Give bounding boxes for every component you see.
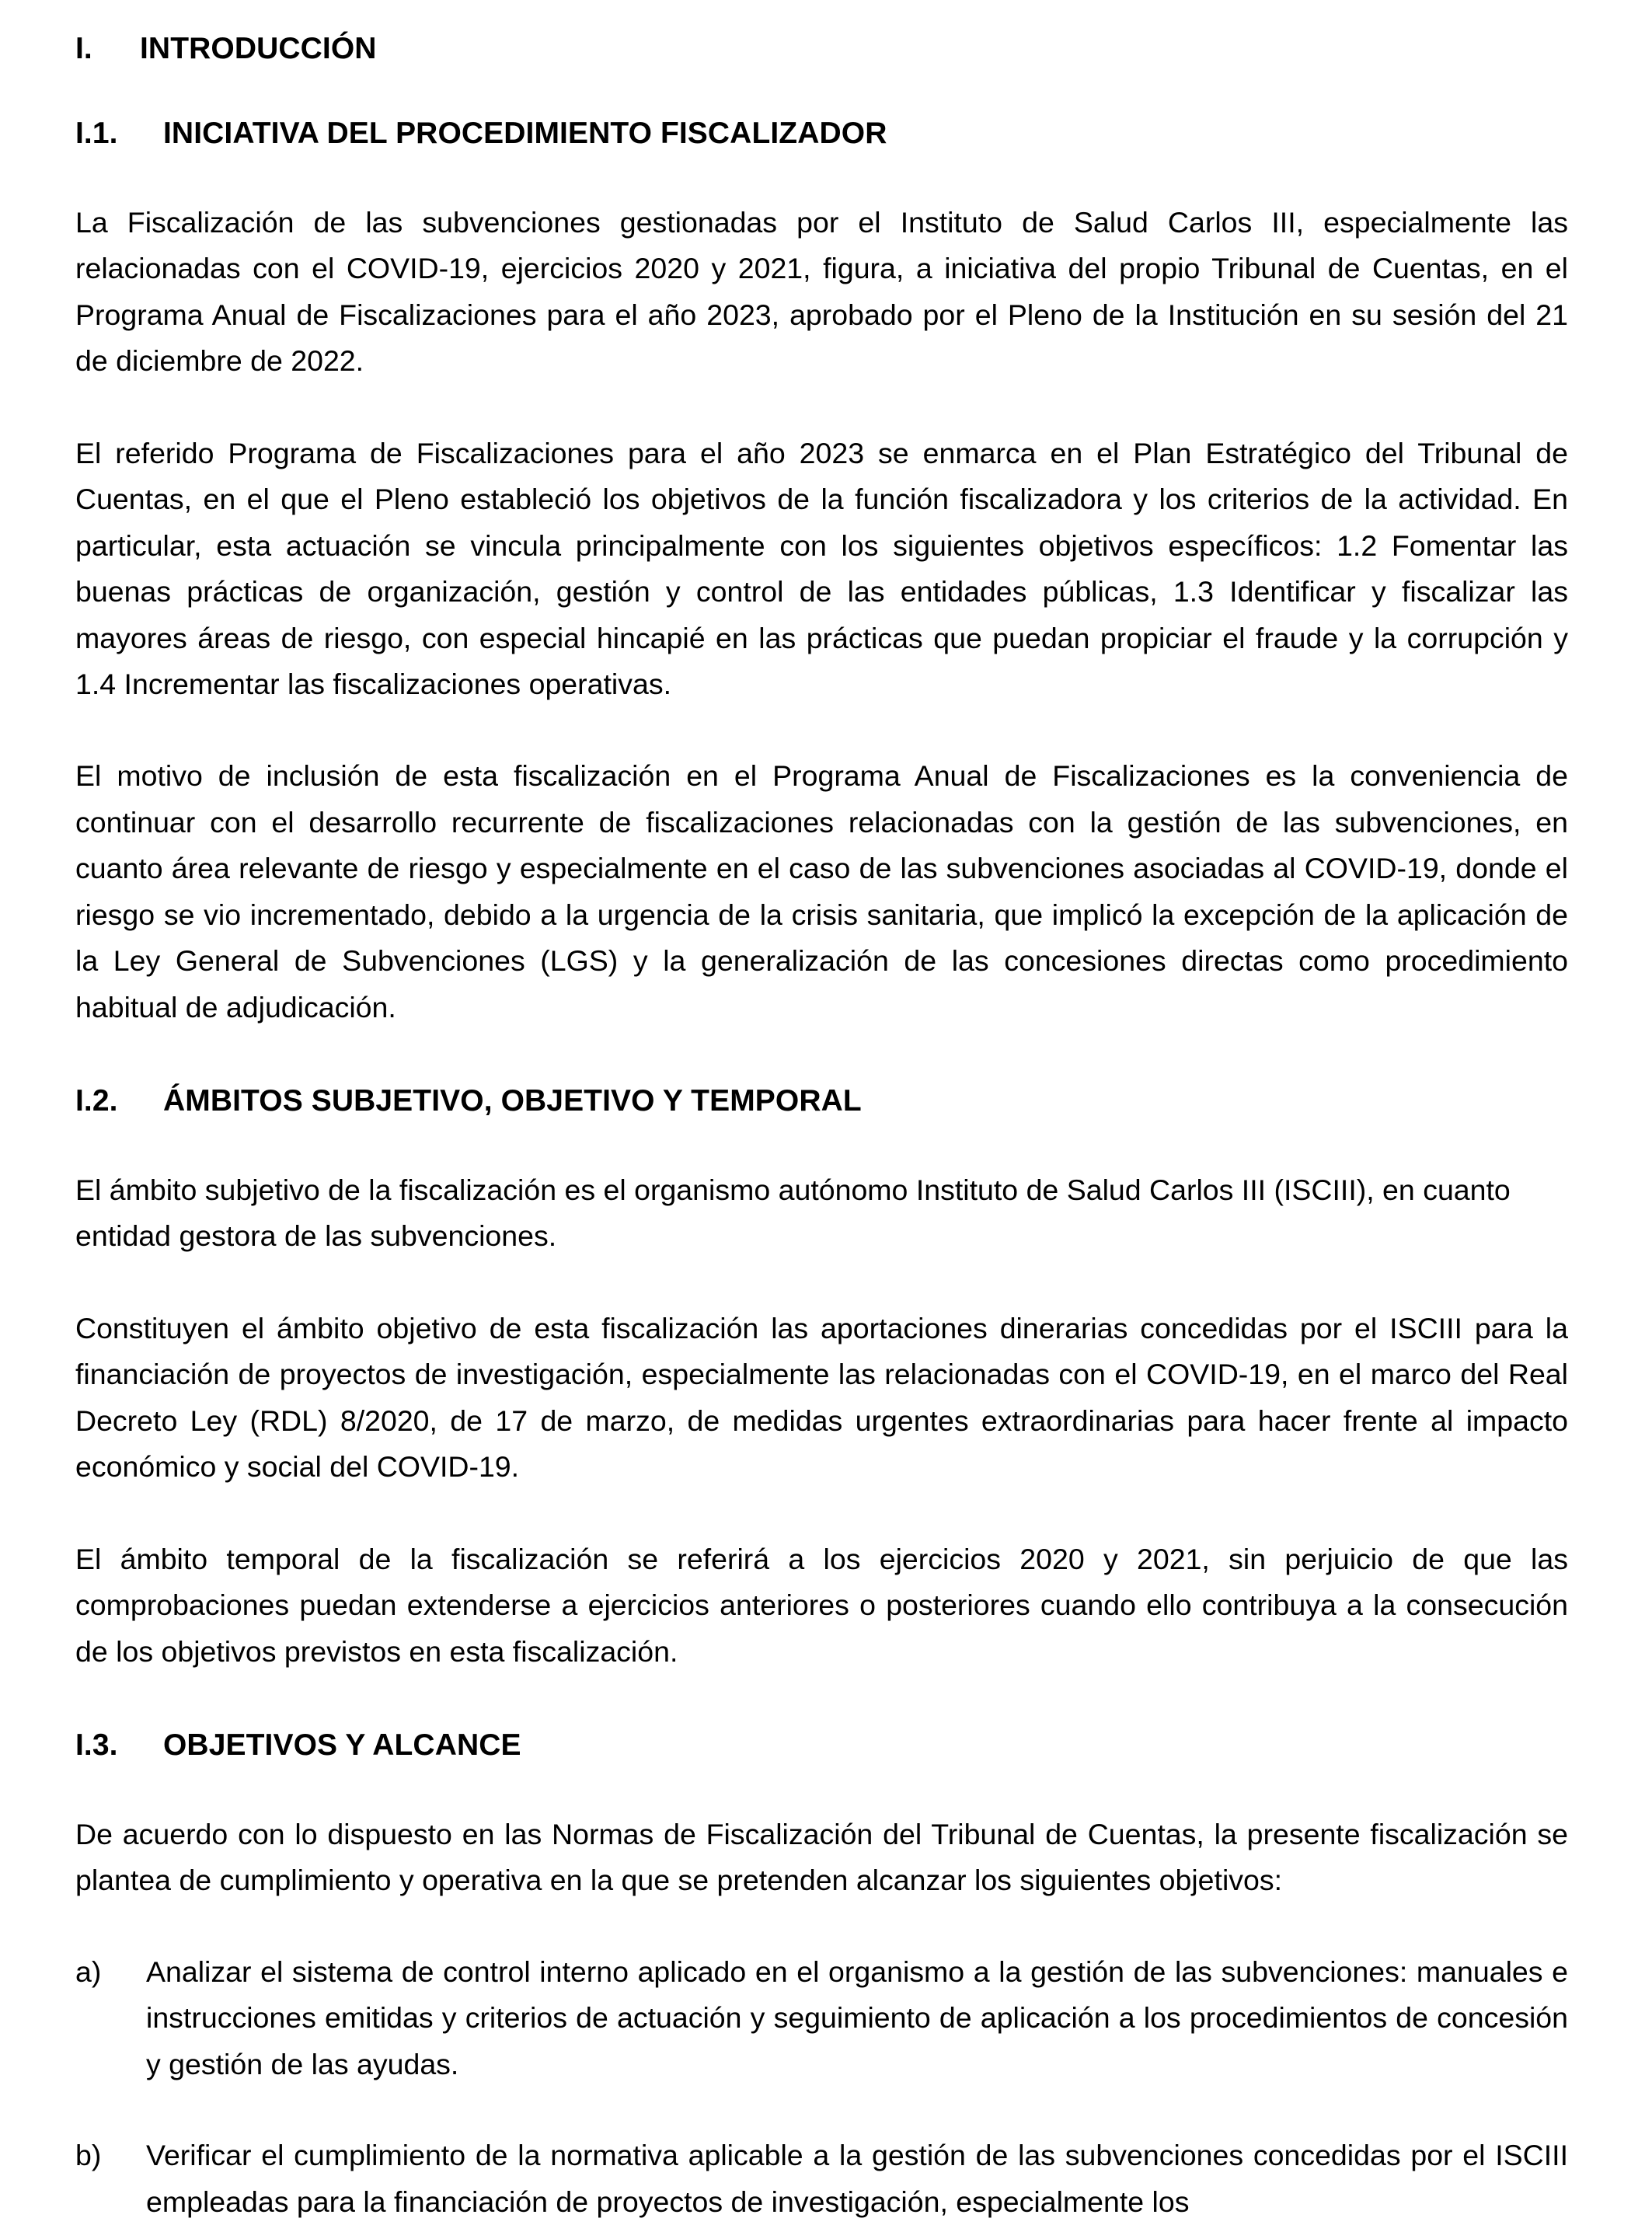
page-content (75, 31, 1568, 2225)
list-item-marker-b: b) (75, 2139, 102, 2172)
spacer (75, 1031, 1568, 1083)
list-item-marker-a: a) (75, 1955, 102, 1988)
spacer (75, 1491, 1568, 1536)
section-heading-i (75, 31, 1568, 67)
spacer (75, 67, 1568, 116)
section-title-i: INTRODUCCIÓN (140, 32, 377, 65)
spacer (75, 707, 1568, 753)
paragraph-scope-subjective: El ámbito subjetivo de la fiscalización es el organismo autónomo Instituto de Salud Carlos III (ISCIII), en cuanto entidad gestora de las subvenciones. (75, 1174, 1511, 1253)
paragraph-initiative-3: El motivo de inclusión de esta fiscalización en el Programa Anual de Fiscalizaciones es la conveniencia de continuar con el desarrollo recurrente de fiscalizaciones relacionadas con la gestión de las subvenciones, en cuanto área relevante de riesgo y especialmente en el caso de las subvenciones asociadas al COVID-19, donde el riesgo se vio incrementado, debido a la urgencia de la crisis sanitaria, que implicó la excepción de la aplicación de la Ley General de Subvenciones (LGS) y la generalización de las concesiones directas como procedimiento habitual de adjudicación. (75, 759, 1568, 1024)
spacer (75, 1675, 1568, 1728)
spacer (75, 152, 1568, 200)
list-item (75, 2133, 1568, 2225)
section-number-i2: I.2. (75, 1084, 118, 1118)
spacer (75, 1260, 1568, 1306)
spacer (75, 2087, 1568, 2133)
list-item-text-b: Verificar el cumplimiento de la normativa aplicable a la gestión de las subvenciones concedidas por el ISCIII empleadas para la financiación de proyectos de investigación, especialmente los (146, 2139, 1568, 2218)
section-heading-i3 (75, 1728, 1568, 1763)
section-heading-i2 (75, 1083, 1568, 1119)
section-title-i3: OBJETIVOS Y ALCANCE (163, 1728, 521, 1762)
section-title-i2: ÁMBITOS SUBJETIVO, OBJETIVO Y TEMPORAL (163, 1084, 862, 1118)
section-number-i1: I.1. (75, 117, 118, 151)
paragraph-objectives-intro: De acuerdo con lo dispuesto en las Normas de Fiscalización del Tribunal de Cuentas, la presente fiscalización se plantea de cumplimiento y operativa en la que se pretenden alcanzar los siguientes objetivos: (75, 1818, 1568, 1897)
paragraph-initiative-1: La Fiscalización de las subvenciones gestionadas por el Instituto de Salud Carlos III, especialmente las relacionadas con el COVID-19, ejercicios 2020 y 2021, figura, a iniciativa del propio Tribunal de Cuentas, en el Programa Anual de Fiscalizaciones para el año 2023, aprobado por el Pleno de la Institución en su sesión del 21 de diciembre de 2022. (75, 206, 1568, 378)
spacer (75, 1904, 1568, 1949)
spacer (75, 1119, 1568, 1167)
spacer (75, 1763, 1568, 1812)
paragraph-scope-temporal: El ámbito temporal de la fiscalización se referirá a los ejercicios 2020 y 2021, sin perjuicio de que las comprobaciones puedan extenderse a ejercicios anteriores o posteriores cuando ello contribuya a la consecución de los objetivos previstos en esta fiscalización. (75, 1542, 1568, 1668)
list-item-text-a: Analizar el sistema de control interno aplicado en el organismo a la gestión de las subvenciones: manuales e instrucciones emitidas y criterios de actuación y seguimiento de aplicación a los procedimientos de concesión y gestión de las ayudas. (146, 1955, 1568, 2080)
section-title-i1: INICIATIVA DEL PROCEDIMIENTO FISCALIZADOR (163, 117, 887, 151)
section-number-i: I. (75, 32, 92, 65)
paragraph-initiative-2: El referido Programa de Fiscalizaciones para el año 2023 se enmarca en el Plan Estratégico del Tribunal de Cuentas, en el que el Pleno estableció los objetivos de la función fiscalizadora y los criterios de la actividad. En particular, esta actuación se vincula principalmente con los siguientes objetivos específicos: 1.2 Fomentar las buenas prácticas de organización, gestión y control de las entidades públicas, 1.3 Identificar y fiscalizar las mayores áreas de riesgo, con especial hincapié en las prácticas que puedan propiciar el fraude y la corrupción y 1.4 Incrementar las fiscalizaciones operativas. (75, 436, 1568, 700)
section-number-i3: I.3. (75, 1728, 118, 1762)
list-item (75, 1949, 1568, 2087)
section-heading-i1 (75, 116, 1568, 152)
spacer (75, 385, 1568, 431)
paragraph-scope-objective: Constituyen el ámbito objetivo de esta fiscalización las aportaciones dinerarias concedidas por el ISCIII para la financiación de proyectos de investigación, especialmente las relacionadas con el COVID-19, en el marco del Real Decreto Ley (RDL) 8/2020, de 17 de marzo, de medidas urgentes extraordinarias para hacer frente al impacto económico y social del COVID-19. (75, 1311, 1568, 1484)
